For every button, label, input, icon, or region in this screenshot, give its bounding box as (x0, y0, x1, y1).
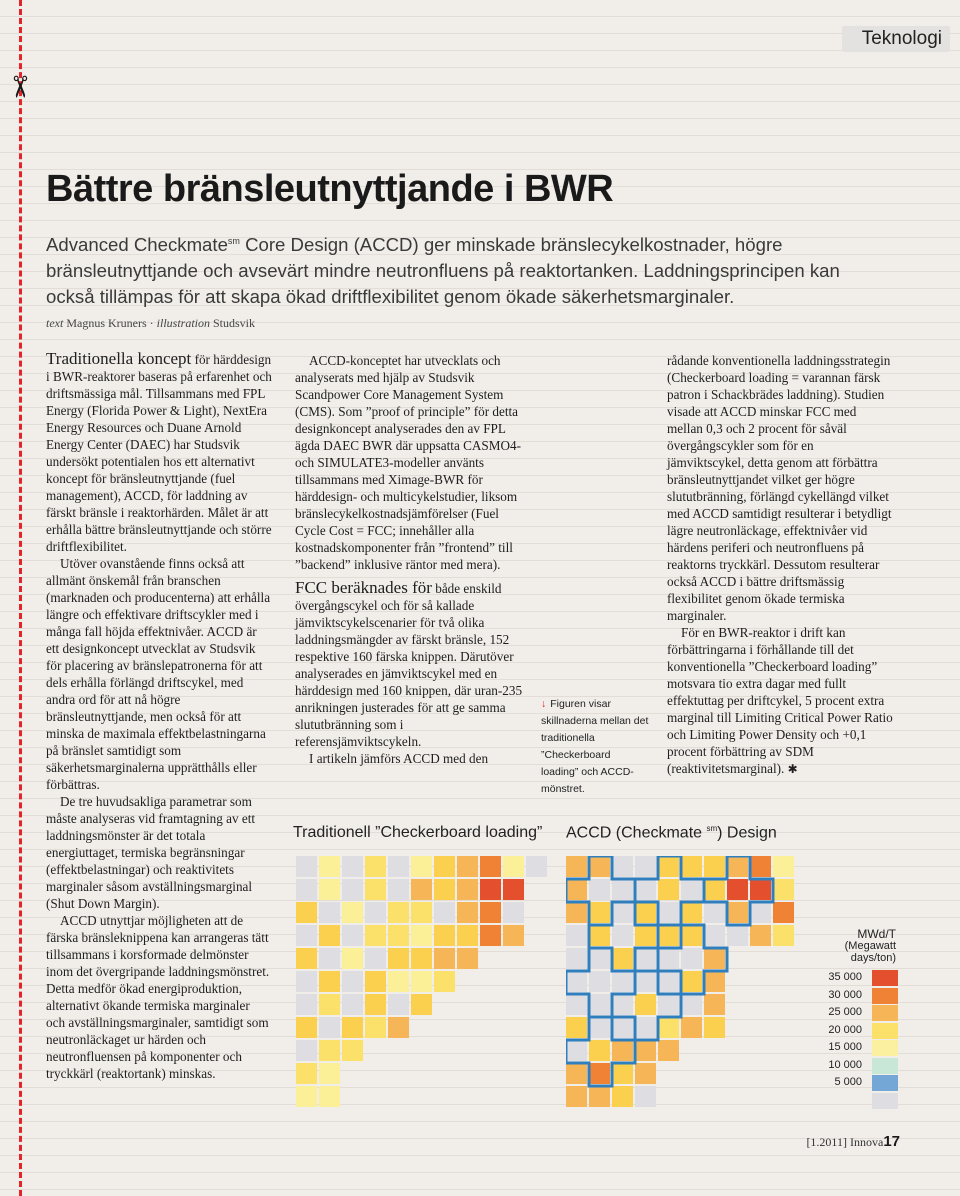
column-1-lead: Traditionella koncept (46, 349, 192, 368)
legend-label: 15 000 (828, 1041, 862, 1053)
column-2-lead: FCC beräknades för (295, 578, 432, 597)
ingress-text-2: Core Design (ACCD) ger minskade bränslecykelkostnader, högre bränsleutnyttjande och avsevärt mindre neutronfluens på reaktortanken. Laddningsprincipen kan också tillämpas för att skapa ökad driftflexibilitet genom ökade säkerhetsmarginaler. (46, 234, 840, 308)
legend-label: 10 000 (828, 1058, 862, 1071)
checkerboard-cell (457, 879, 478, 900)
legend-swatch (872, 1005, 898, 1021)
column-1-paragraph-4: ACCD utnyttjar möjligheten att de färska bränsleknippena kan arrangeras tätt tillsammans i korsformade delmönster inom det övergripande laddningsmönstret. Detta medför ökad energiproduktion, alternativt ökande termiska marginaler och avställningsmarginaler, samtidigt som neutronläckaget ur härden och neutronfluensen på komponenter och tryckkärl (reaktortank) minskas. (46, 913, 270, 1081)
column-1-paragraph-1 (46, 350, 272, 555)
ingress (46, 228, 876, 310)
accd-cell (635, 925, 656, 946)
accd-cell (612, 879, 633, 900)
legend-label: 25 000 (828, 1006, 862, 1018)
legend-sub-2: days/ton) (850, 952, 896, 964)
accd-cell (727, 856, 748, 877)
legend-swatch (872, 1023, 898, 1039)
accd-cell (681, 994, 702, 1015)
accd-cell (589, 1040, 610, 1061)
accd-cell (750, 879, 771, 900)
legend-row (802, 1005, 898, 1021)
accd-cell (589, 948, 610, 969)
accd-cell (589, 856, 610, 877)
legend-label: 35 000 (828, 971, 862, 983)
accd-cell (750, 925, 771, 946)
accd-cell (658, 948, 679, 969)
checkerboard-cell (388, 948, 409, 969)
accd-cell (635, 856, 656, 877)
accd-cell (566, 902, 587, 923)
issue-label: [1.2011] (806, 1135, 847, 1149)
checkerboard-cell (434, 971, 455, 992)
checkerboard-cell (296, 925, 317, 946)
checkerboard-cell (319, 879, 340, 900)
legend-label: 5 000 (834, 1076, 862, 1088)
accd-cell (566, 1086, 587, 1107)
right-title-sup: sm (706, 824, 718, 833)
checkerboard-cell (388, 971, 409, 992)
legend-title (806, 928, 896, 964)
accd-cell (773, 925, 794, 946)
accd-cell (589, 879, 610, 900)
checkerboard-cell (480, 902, 501, 923)
accd-cell (566, 994, 587, 1015)
legend-swatch (872, 1093, 898, 1109)
accd-cell (612, 971, 633, 992)
checkerboard-cell (388, 902, 409, 923)
accd-loading-map (566, 856, 820, 1112)
accd-cell (589, 925, 610, 946)
accd-cell (635, 948, 656, 969)
accd-cell (612, 948, 633, 969)
column-1-paragraph-2: Utöver ovanstående finns också att allmänt önskemål från branschen (marknaden och producenterna) att erhålla längre och effektivare driftscykler med i många fall höjda effektnivåer. ACCD är ett designkoncept utvecklat av Studsvik för placering av bränslepatronerna för att dels erhålla förlängd driftscykel, med andra ord för att nå högre bränsleutnyttjande, men också för att minska de maximala effektbelastningarna på bränslet samtidigt som säkerhetsmarginalerna upprätthålls eller förbättras. (46, 556, 271, 792)
checkerboard-cell (411, 856, 432, 877)
accd-cell (612, 856, 633, 877)
section-label: Teknologi (861, 28, 942, 49)
checkerboard-cell (296, 879, 317, 900)
down-arrow-icon: ↓ (541, 698, 547, 710)
accd-cell (727, 902, 748, 923)
checkerboard-cell (296, 1063, 317, 1084)
checkerboard-cell (296, 1017, 317, 1038)
checkerboard-cell (319, 1017, 340, 1038)
checkerboard-cell (480, 856, 501, 877)
page-number: 17 (883, 1133, 900, 1150)
checkerboard-cell (503, 902, 524, 923)
accd-cell (704, 994, 725, 1015)
accd-cell (635, 902, 656, 923)
accd-cell (773, 879, 794, 900)
accd-cell (635, 1086, 656, 1107)
byline-illustrator: Studsvik (213, 316, 256, 330)
accd-cell (589, 994, 610, 1015)
checkerboard-cell (319, 1086, 340, 1107)
checkerboard-cell (319, 1063, 340, 1084)
legend-swatch (872, 970, 898, 986)
accd-cell (612, 1086, 633, 1107)
accd-cell (658, 902, 679, 923)
checkerboard-cell (319, 1040, 340, 1061)
byline-illustration-label: illustration (156, 316, 210, 330)
end-mark-icon: ✱ (787, 762, 798, 776)
accd-cell (635, 879, 656, 900)
legend-label: 20 000 (828, 1023, 862, 1036)
column-3-paragraph-2 (667, 624, 893, 778)
accd-cell (635, 971, 656, 992)
checkerboard-cell (319, 925, 340, 946)
checkerboard-cell (296, 1040, 317, 1061)
accd-cell (704, 879, 725, 900)
checkerboard-loading-map (296, 856, 550, 1112)
checkerboard-cell (365, 948, 386, 969)
checkerboard-cell (342, 1040, 363, 1061)
checkerboard-cell (457, 925, 478, 946)
checkerboard-cell (411, 902, 432, 923)
scissors-icon: ✂ (1, 74, 37, 100)
legend-swatch (872, 1075, 898, 1091)
section-tag (842, 26, 950, 52)
accd-cell (681, 971, 702, 992)
checkerboard-cell (319, 948, 340, 969)
checkerboard-cell (319, 856, 340, 877)
accd-cell (773, 902, 794, 923)
checkerboard-cell (296, 902, 317, 923)
accd-cell (612, 1040, 633, 1061)
column-2 (295, 352, 528, 767)
accd-cell (727, 879, 748, 900)
checkerboard-cell (342, 879, 363, 900)
checkerboard-cell (411, 925, 432, 946)
legend-row (802, 970, 898, 986)
accd-cell (635, 1063, 656, 1084)
checkerboard-cell (296, 856, 317, 877)
checkerboard-cell (388, 856, 409, 877)
byline-separator: · (149, 316, 154, 330)
accd-cell (635, 1017, 656, 1038)
legend-label: 30 000 (828, 988, 862, 1001)
accd-cell (681, 902, 702, 923)
checkerboard-cell (480, 925, 501, 946)
checkerboard-cell (296, 1086, 317, 1107)
checkerboard-cell (342, 971, 363, 992)
checkerboard-cell (434, 879, 455, 900)
accd-cell (612, 1063, 633, 1084)
checkerboard-cell (434, 948, 455, 969)
accd-cell (704, 856, 725, 877)
checkerboard-cell (319, 902, 340, 923)
accd-cell (566, 925, 587, 946)
figure-caption-text: Figuren visar skillnaderna mellan det traditionella ”Checkerboard loading” och ACCD-mönstret. (541, 698, 649, 795)
checkerboard-cell (365, 856, 386, 877)
column-2-paragraph-1: ACCD-konceptet har utvecklats och analyserats med hjälp av Studsvik Scandpower Core Management System (CMS). Som ”proof of principle” för detta designkoncept analyserades den av FPL ägda DAEC BWR där uppsatta CASMO4- och SIMULATE3-modeller använts tillsammans med Ximage-BWR för härddesign- och multicykelstudier, liksom bränslecykelkostnadsjämförelser (Fuel Cycle Cost = FCC; innehåller alla kostnadskomponenter från ”frontend” till ”backend” inklusive räntor med mera). (295, 353, 521, 572)
checkerboard-cell (434, 902, 455, 923)
checkerboard-cell (342, 994, 363, 1015)
checkerboard-cell (342, 902, 363, 923)
accd-cell (681, 1017, 702, 1038)
checkerboard-cell (503, 879, 524, 900)
checkerboard-cell (411, 948, 432, 969)
checkerboard-cell (503, 925, 524, 946)
checkerboard-cell (457, 902, 478, 923)
checkerboard-cell (365, 971, 386, 992)
accd-cell (681, 925, 702, 946)
accd-cell (681, 879, 702, 900)
column-3-text-2: För en BWR-reaktor i drift kan förbättringarna i förhållande till det konventionella ”Checkerboard loading” motsvara tio extra dagar med fullt effektuttag per driftcykel, 5 procent extra marginal till Limiting Critical Power Ratio och Limiting Power Density och +0,1 procent förbättring av SDM (reaktivitetsmarginal). (667, 625, 893, 776)
accd-cell (566, 1017, 587, 1038)
cut-line (19, 0, 22, 1196)
accd-cell (566, 948, 587, 969)
checkerboard-cell (365, 1017, 386, 1038)
accd-cell (589, 1086, 610, 1107)
accd-cell (589, 902, 610, 923)
column-2-text-2: både enskild övergångscykel och för så kallade jämviktscykelscenarier för två olika laddningsmängder av färskt bränsle, 152 respektive 160 färska knippen. Därutöver analyserades en jämviktscykel med en härddesign med 160 knippen, där uran-235 anrikningen justerades för att ge samma slututbränning som i referensjämviktscykeln. (295, 581, 523, 749)
ingress-sup: sm (227, 236, 240, 246)
column-1 (46, 350, 272, 1082)
accd-cell (635, 1040, 656, 1061)
checkerboard-cell (342, 1017, 363, 1038)
accd-cell (589, 1017, 610, 1038)
accd-cell (658, 1017, 679, 1038)
accd-cell (658, 971, 679, 992)
legend-swatch (872, 1040, 898, 1056)
byline (46, 316, 255, 331)
magazine-name: Innova (849, 1135, 884, 1149)
accd-cell (566, 1040, 587, 1061)
checkerboard-cell (503, 856, 524, 877)
checkerboard-cell (319, 971, 340, 992)
accd-cell (704, 1017, 725, 1038)
checkerboard-cell (342, 948, 363, 969)
byline-author: Magnus Kruners (66, 316, 147, 330)
legend-row (802, 1058, 898, 1074)
checkerboard-cell (411, 879, 432, 900)
accd-cell (704, 948, 725, 969)
accd-cell (681, 856, 702, 877)
checkerboard-cell (388, 925, 409, 946)
right-figure-title (566, 824, 777, 842)
checkerboard-cell (457, 948, 478, 969)
checkerboard-cell (365, 879, 386, 900)
checkerboard-cell (411, 994, 432, 1015)
accd-cell (658, 879, 679, 900)
ingress-text-1: Advanced Checkmate (46, 234, 228, 256)
accd-cell (750, 902, 771, 923)
left-figure-title: Traditionell ”Checkerboard loading” (293, 824, 543, 841)
legend-row (802, 1040, 898, 1056)
accd-cell (612, 994, 633, 1015)
article-title: Bättre bränsleutnyttjande i BWR (46, 168, 614, 210)
checkerboard-cell (296, 971, 317, 992)
checkerboard-cell (342, 925, 363, 946)
legend-sub-1: (Megawatt (844, 940, 896, 952)
checkerboard-cell (457, 856, 478, 877)
legend-row (802, 1023, 898, 1039)
checkerboard-cell (365, 994, 386, 1015)
accd-cell (612, 1017, 633, 1038)
accd-cell (566, 971, 587, 992)
column-3 (667, 352, 893, 778)
checkerboard-cell (388, 994, 409, 1015)
column-2-paragraph-2 (295, 579, 528, 750)
accd-cell (566, 856, 587, 877)
accd-cell (658, 925, 679, 946)
checkerboard-cell (388, 1017, 409, 1038)
accd-cell (612, 902, 633, 923)
accd-cell (589, 1063, 610, 1084)
checkerboard-cell (342, 856, 363, 877)
checkerboard-cell (319, 994, 340, 1015)
checkerboard-cell (296, 994, 317, 1015)
accd-cell (658, 1040, 679, 1061)
accd-cell (658, 994, 679, 1015)
checkerboard-cell (480, 879, 501, 900)
accd-cell (566, 1063, 587, 1084)
figure-caption (541, 696, 649, 798)
legend-swatch (872, 988, 898, 1004)
accd-cell (773, 856, 794, 877)
checkerboard-cell (365, 902, 386, 923)
checkerboard-cell (434, 856, 455, 877)
legend-row (802, 988, 898, 1004)
right-title-text-end: ) Design (717, 824, 777, 842)
accd-cell (704, 902, 725, 923)
accd-cell (658, 856, 679, 877)
checkerboard-cell (388, 879, 409, 900)
accd-cell (566, 879, 587, 900)
right-title-text: ACCD (Checkmate (566, 824, 707, 842)
legend-row (802, 1075, 898, 1091)
column-2-paragraph-3: I artikeln jämförs ACCD med den (309, 751, 489, 766)
checkerboard-cell (296, 948, 317, 969)
column-3-paragraph-1: rådande konventionella laddningsstrategin (Checkerboard loading = varannan färsk patron i Schackbrädes laddning). Studien visade att ACCD minskar FCC med mellan 0,3 och 2 procent för såväl övergångscykler som för en jämviktscykel, detta genom att förbättra bränsleutnyttjandet vilket ger högre slututbränning, förlängd cykellängd vilket med ACCD samtidigt resulterar i betydligt lägre neutronläckage, effektnivåer vid härdens periferi och neutronfluens på reaktorns tryckkärl. Dessutom resulterar också ACCD i bättre driftsmässig flexibilitet genom ökade termiska marginaler. (667, 353, 892, 623)
column-1-paragraph-3: De tre huvudsakliga parametrar som måste analyseras vid framtagning av ett laddningsmönster är det totala energiuttaget, termiska begränsningar (effektbelastningar) och reaktivitets marginaler såsom avställningsmarginal (Shut Down Margin). (46, 794, 256, 911)
checkerboard-cell (526, 856, 547, 877)
burnup-legend (802, 928, 898, 1112)
legend-swatch (872, 1058, 898, 1074)
checkerboard-cell (365, 925, 386, 946)
legend-row (802, 1093, 898, 1109)
checkerboard-cell (434, 925, 455, 946)
column-1-text-1: för härddesign i BWR-reaktorer baseras på erfarenhet och driftsmässiga mål. Tillsammans med FPL Energy (Florida Power & Light), NextEra Energy Resources och Duane Arnold Energy Center (DAEC) har Studsvik undersökt potentialen hos ett alternativt koncept för bränsleutnyttjande (fuel management), ACCD, för laddning av färskt bränsle i reaktorhärden. Målet är att erhålla bättre bränsleutnyttjande och större driftflexibilitet. (46, 352, 272, 554)
accd-cell (727, 925, 748, 946)
accd-cell (612, 925, 633, 946)
accd-cell (681, 948, 702, 969)
accd-cell (635, 994, 656, 1015)
legend-unit: MWd/T (857, 927, 896, 941)
accd-cell (704, 971, 725, 992)
byline-text-label: text (46, 316, 64, 330)
checkerboard-cell (411, 971, 432, 992)
accd-cell (750, 856, 771, 877)
accd-cell (589, 971, 610, 992)
page-footer (806, 1133, 900, 1150)
accd-cell (704, 925, 725, 946)
